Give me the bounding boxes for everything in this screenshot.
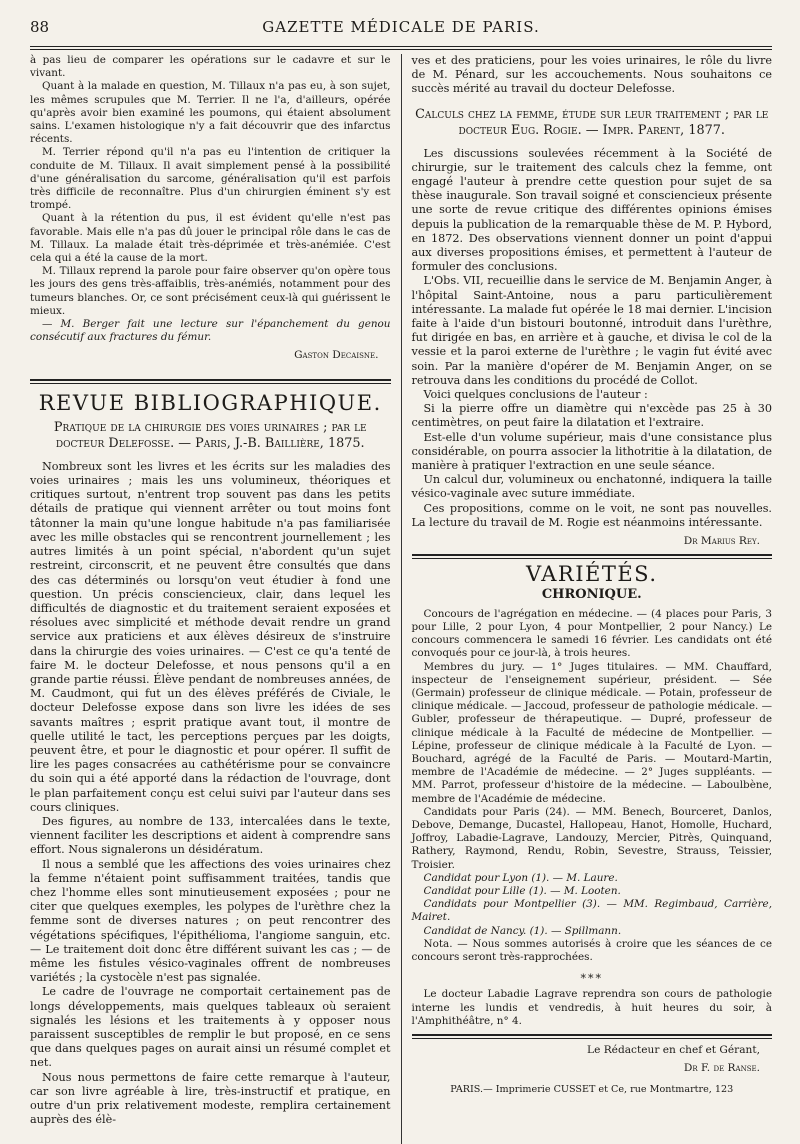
section-divider bbox=[30, 379, 391, 384]
paragraph: Quant à la malade en question, M. Tillaux n'a pas eu, à son sujet, les mêmes scrupules que M. Terrier. Il ne l'a, d'ailleurs, opérée qu'après avoir bien examiné les poumons, qui étaient absolument sains. L'examen histologique n'y a fait découvrir que des infarctus récents. bbox=[30, 80, 391, 146]
paragraph: Des figures, au nombre de 133, intercalées dans le texte, viennent faciliter les descriptions et aident à comprendre sans effort. Nous signalerons un désidératum. bbox=[30, 814, 391, 857]
society-report bbox=[30, 54, 391, 344]
paragraph: Nombreux sont les livres et les écrits sur les maladies des voies urinaires ; mais les uns volumineux, théoriques et critiques surtout, n'entrent trop souvent pas dans les petits détails de pratique qui viennent arrêter ou tout moins font tâtonner la main qu'une longue habitude n'a pas familiarisée avec les mille obstacles qui se rencontrent journellement ; les autres limités à un point spécial, n'abordent qu'un sujet restreint, circonscrit, et ne peuvent être consultés que dans des cas déterminés ou lorsqu'on veut étudier à fond une question. Un précis consciencieux, clair, dans lequel les difficultés de diagnostic et du traitement seraient exposées et résolues avec simplicité et méthode devait rendre un grand service aux praticiens et aux élèves désireux de s'instruire dans la chirurgie des voies urinaires. — C'est ce qu'a tenté de faire M. le docteur Delefosse, et nous pensons qu'il a en grande partie réussi. Élève pendant de nombreuses années, de M. Caudmont, qui fut un des élèves préférés de Civiale, le docteur Delefosse expose dans son livre les idées de ses savants maîtres ; esprit pratique avant tout, il montre de quelle utilité le tact, les perceptions perçues par les doigts, peuvent être, et pour le diagnostic et pour opérer. Il suffit de lire les pages consacrées au cathétérisme pour se convaincre du soin qui a été apporté dans la rédaction de l'ouvrage, dont le plan parfaitement conçu est celui suivi par l'auteur dans ses cours cliniques. bbox=[30, 459, 391, 814]
paragraph: Nota. — Nous sommes autorisés à croire que les séances de ce concours seront très-rapprochées. bbox=[411, 937, 772, 963]
paragraph: Concours de l'agrégation en médecine. — (4 places pour Paris, 3 pour Lille, 2 pour Lyon, 4 pour Montpellier, 2 pour Nancy.) Le concours commencera le samedi 16 février. Les candidats ont été convoqués pour ce jour-là, à trois heures. bbox=[411, 607, 772, 660]
chronique-heading: CHRONIQUE. bbox=[541, 586, 642, 602]
header-rule bbox=[30, 46, 772, 50]
asterism: *** bbox=[580, 972, 603, 986]
right-column bbox=[401, 54, 773, 1144]
page-header bbox=[30, 18, 772, 42]
book-title: Calculs chez la femme, étude sur leur traitement ; par le docteur Eug. Rogie. — Impr. Parent, 1877. bbox=[415, 106, 769, 138]
paragraph: Si la pierre offre un diamètre qui n'excède pas 25 à 30 centimètres, on peut faire la dilatation et l'extraire. bbox=[411, 402, 772, 430]
paragraph: Ces propositions, comme on le voit, ne sont pas nouvelles. La lecture du travail de M. Rogie est néanmoins intéressante. bbox=[411, 501, 772, 529]
paragraph: Candidats pour Montpellier (3). — MM. Regimbaud, Carrière, Mairet. bbox=[411, 898, 772, 924]
journal-title: GAZETTE MÉDICALE DE PARIS. bbox=[262, 18, 540, 36]
columns bbox=[30, 54, 772, 1144]
signature: Gaston Decaisne. bbox=[294, 349, 379, 362]
section-divider bbox=[412, 1034, 773, 1039]
signature: Dr Marius Rey. bbox=[683, 535, 760, 548]
section-title: REVUE BIBLIOGRAPHIQUE. bbox=[38, 390, 382, 415]
page-number: 88 bbox=[30, 18, 50, 36]
paragraph: Candidat pour Lyon (1). — M. Laure. bbox=[423, 871, 618, 884]
book-title: Pratique de la chirurgie des voies urinaires ; par le docteur Delefosse. — Paris, J.-B. Baillière, 1875. bbox=[53, 419, 367, 451]
paragraph: Membres du jury. — 1° Juges titulaires. — MM. Chauffard, inspecteur de l'enseignement supérieur, président. — Sée (Germain) professeur de clinique médicale. — Potain, professeur de clinique médicale. — Jaccoud, professeur de pathologie médicale. — Gubler, professeur de thérapeutique. — Dupré, professeur de clinique médicale à la Faculté de médecine de Montpellier. — Lépine, professeur de clinique médicale à la Faculté de Lyon. — Bouchard, agrégé de la Faculté de Paris. — Moutard-Martin, membre de l'Académie de médecine. — 2° Juges suppléants. — MM. Parrot, professeur d'histoire de la médecine. — Laboulbène, membre de l'Académie de médecine. bbox=[411, 660, 772, 805]
left-column bbox=[30, 54, 401, 1144]
paragraph: ves et des praticiens, pour les voies urinaires, le rôle du livre de M. Pénard, sur les accouchements. Nous souhaitons ce succès mérité au travail du docteur Delefosse. bbox=[411, 54, 772, 96]
paragraph: Nous nous permettons de faire cette remarque à l'auteur, car son livre agréable à lire, très-instructif et pratique, en outre d'un prix relativement modeste, remplira certainement auprès des élè- bbox=[30, 1070, 391, 1127]
editor-name: Dr F. de Ranse. bbox=[683, 1062, 760, 1075]
paragraph: Voici quelques conclusions de l'auteur : bbox=[423, 388, 648, 402]
editor-line: Le Rédacteur en chef et Gérant, bbox=[587, 1044, 760, 1056]
paragraph: Candidat pour Lille (1). — M. Looten. bbox=[423, 884, 621, 897]
paragraph: Quant à la rétention du pus, il est évident qu'elle n'est pas favorable. Mais elle n'a pas dû jouer le principal rôle dans le cas de M. Tillaux. La malade était très-déprimée et très-anémiée. C'est cela qui a été la cause de la mort. bbox=[30, 212, 391, 265]
paragraph: Il nous a semblé que les affections des voies urinaires chez la femme n'étaient point suffisamment traitées, tandis que chez l'homme elles sont minutieusement exposées ; pour ne citer que quelques exemples, les polypes de l'urèthre chez la femme sont de diverses natures ; on peut rencontrer des végétations spécifiques, l'épithélioma, l'angiome sanguin, etc. — Le traitement doit donc être différent suivant les cas ; — de même les fistules vésico-vaginales offrent de nombreuses variétés ; la cystocèle n'est pas signalée. bbox=[30, 857, 391, 985]
paragraph: — M. Berger fait une lecture sur l'épanchement du genou consécutif aux fractures du fémur. bbox=[30, 318, 391, 344]
paragraph: à pas lieu de comparer les opérations sur le cadavre et sur le vivant. bbox=[30, 54, 391, 80]
paragraph: Le cadre de l'ouvrage ne comportait certainement pas de longs développements, mais quelques tableaux où seraient signalés les lésions et les traitements à y opposer nous paraissent susceptibles de remplir le but proposé, en ce sens que dans quelques pages on aurait ainsi un résumé complet et net. bbox=[30, 985, 391, 1070]
section-title: VARIÉTÉS. bbox=[526, 562, 658, 587]
paragraph: M. Tillaux reprend la parole pour faire observer qu'on opère tous les jours des gens très-affaiblis, très-anémiés, notamment pour des tumeurs blanches. Or, ce sont précisément ceux-là qui guérissent le mieux. bbox=[30, 265, 391, 317]
paragraph: Candidat de Nancy. (1). — Spillmann. bbox=[423, 924, 622, 937]
paragraph: Un calcul dur, volumineux ou enchatonné, indiquera la taille vésico-vaginale avec suture immédiate. bbox=[411, 473, 772, 501]
paragraph: Est-elle d'un volume supérieur, mais d'une consistance plus considérable, on pourra associer la lithotritie à la dilatation, de manière à pratiquer l'extraction en une seule séance. bbox=[411, 430, 772, 473]
paragraph: Les discussions soulevées récemment à la Société de chirurgie, sur le traitement des calculs chez la femme, ont engagé l'auteur à prendre cette question pour sujet de sa thèse inaugurale. Son travail soigné et consciencieux présente une sorte de revue critique des différentes opinions émises depuis la publication de la remarquable thèse de M. P. Hybord, en 1872. Des observations viennent donner un point d'appui aux diverses propositions émises, et permettent à l'auteur de formuler des conclusions. bbox=[411, 146, 772, 274]
paragraph: Candidats pour Paris (24). — MM. Benech, Bourceret, Danlos, Debove, Demange, Ducastel, Hallopeau, Hanot, Homolle, Huchard, Joffroy, Labadie-Lagrave, Landouzy, Mercier, Pitrès, Quinquand, Rathery, Raymond, Rendu, Robin, Sevestre, Strauss, Teissier, Troisier. bbox=[411, 805, 772, 871]
printer-imprint: PARIS.— Imprimerie CUSSET et Ce, rue Montmartre, 123 bbox=[450, 1084, 734, 1096]
paragraph: L'Obs. VII, recueillie dans le service de M. Benjamin Anger, à l'hôpital Saint-Antoine, nous a paru particulièrement intéressante. La malade fut opérée le 18 mai dernier. L'incision faite à l'aide d'un bistouri boutonné, introduit dans l'urèthre, fut dirigée en bas, en arrière et à gauche, et divisa le col de la vessie et la paroi externe de l'urèthre ; le vagin fut évité avec soin. Par la manière d'opérer de M. Benjamin Anger, on se retrouva dans les conditions du procédé de Collot. bbox=[411, 274, 772, 387]
paragraph: Le docteur Labadie Lagrave reprendra son cours de pathologie interne les lundis et vendredis, à huit heures du soir, à l'Amphithéâtre, n° 4. bbox=[411, 988, 772, 1027]
section-divider bbox=[412, 554, 773, 559]
paragraph: M. Terrier répond qu'il n'a pas eu l'intention de critiquer la conduite de M. Tillaux. Il avait simplement pensé à la possibilité d'une généralisation du sarcome, généralisation qu'il est parfois très difficile de reconnaître. Plus d'un chirurgien éminent s'y est trompé. bbox=[30, 146, 391, 212]
